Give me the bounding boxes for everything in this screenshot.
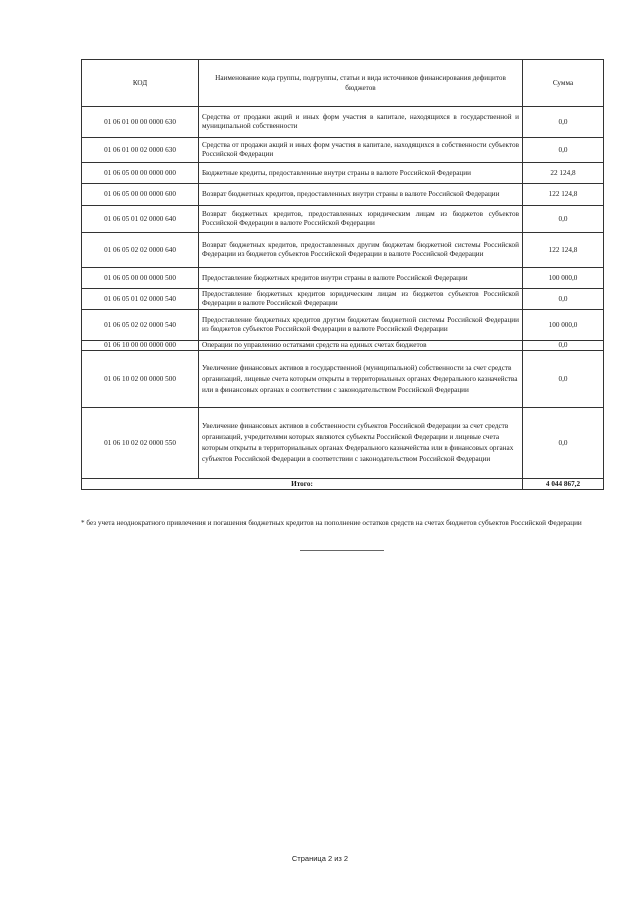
total-label: Итого: bbox=[82, 479, 523, 490]
row-code: 01 06 05 01 02 0000 640 bbox=[82, 206, 199, 233]
page-number: Страница 2 из 2 bbox=[291, 854, 349, 863]
row-name: Возврат бюджетных кредитов, предоставленных юридическим лицам из бюджетов субъектов Российской Федерации в валюте Российской Федерации bbox=[199, 206, 523, 233]
row-sum: 122 124,8 bbox=[523, 184, 604, 206]
row-sum: 0,0 bbox=[523, 341, 604, 351]
row-name: Средства от продажи акций и иных форм участия в капитале, находящихся в государственной и муниципальной собственности bbox=[199, 107, 523, 138]
footnote: * без учета неоднократного привлечения и погашения бюджетных кредитов на пополнение остатков средств на счетах бюджетов субъектов Российской Федерации bbox=[81, 519, 582, 527]
header-code: КОД bbox=[82, 60, 199, 107]
row-code: 01 06 10 02 00 0000 500 bbox=[82, 351, 199, 408]
row-code: 01 06 10 00 00 0000 000 bbox=[82, 341, 199, 351]
row-code: 01 06 10 02 02 0000 550 bbox=[82, 408, 199, 479]
row-name: Предоставление бюджетных кредитов внутри страны в валюте Российской Федерации bbox=[199, 268, 523, 289]
row-code: 01 06 05 00 00 0000 500 bbox=[82, 268, 199, 289]
row-code: 01 06 01 00 00 0000 630 bbox=[82, 107, 199, 138]
row-sum: 0,0 bbox=[523, 138, 604, 163]
row-name: Возврат бюджетных кредитов, предоставленных другим бюджетам бюджетной системы Российской Федерации из бюджетов субъектов Российской Федерации в валюте Российской Федерации bbox=[199, 233, 523, 268]
row-code: 01 06 05 02 02 0000 640 bbox=[82, 233, 199, 268]
row-sum: 22 124,8 bbox=[523, 163, 604, 184]
row-sum: 0,0 bbox=[523, 289, 604, 310]
row-code: 01 06 05 00 00 0000 000 bbox=[82, 163, 199, 184]
header-name: Наименование кода группы, подгруппы, статьи и вида источников финансирования дефицитов бюджетов bbox=[199, 60, 523, 107]
total-row bbox=[82, 479, 604, 490]
table-row bbox=[82, 206, 604, 233]
row-sum: 0,0 bbox=[523, 408, 604, 479]
table-header-row bbox=[82, 60, 604, 107]
divider bbox=[300, 550, 384, 551]
row-name: Увеличение финансовых активов в собственности субъектов Российской Федерации за счет средств организаций, учредителями которых являются субъекты Российской Федерации и лицевые счета которым открыты в территориальных органах Федерального казначейства или в финансовых органах субъектов Российской Федерации в соответствии с законодательством Российской Федерации bbox=[199, 408, 523, 479]
table-row bbox=[82, 233, 604, 268]
row-name: Предоставление бюджетных кредитов другим бюджетам бюджетной системы Российской Федерации из бюджетов субъектов Российской Федерации в валюте Российской Федерации bbox=[199, 310, 523, 341]
header-sum: Сумма bbox=[523, 60, 604, 107]
row-name: Бюджетные кредиты, предоставленные внутри страны в валюте Российской Федерации bbox=[199, 163, 523, 184]
financing-sources-table bbox=[81, 59, 604, 490]
table-row bbox=[82, 184, 604, 206]
row-name: Средства от продажи акций и иных форм участия в капитале, находящихся в собственности субъектов Российской Федерации bbox=[199, 138, 523, 163]
table-row bbox=[82, 351, 604, 408]
table-row bbox=[82, 268, 604, 289]
table-row bbox=[82, 289, 604, 310]
row-sum: 0,0 bbox=[523, 351, 604, 408]
row-code: 01 06 05 01 02 0000 540 bbox=[82, 289, 199, 310]
row-sum: 122 124,8 bbox=[523, 233, 604, 268]
row-sum: 100 000,0 bbox=[523, 268, 604, 289]
row-sum: 100 000,0 bbox=[523, 310, 604, 341]
table-row bbox=[82, 408, 604, 479]
row-code: 01 06 05 00 00 0000 600 bbox=[82, 184, 199, 206]
row-name: Операции по управлению остатками средств на единых счетах бюджетов bbox=[199, 341, 523, 351]
table-row bbox=[82, 341, 604, 351]
row-code: 01 06 05 02 02 0000 540 bbox=[82, 310, 199, 341]
row-sum: 0,0 bbox=[523, 206, 604, 233]
row-name: Возврат бюджетных кредитов, предоставленных внутри страны в валюте Российской Федерации bbox=[199, 184, 523, 206]
total-sum: 4 044 867,2 bbox=[523, 479, 604, 490]
table-row bbox=[82, 138, 604, 163]
table-row bbox=[82, 107, 604, 138]
row-name: Увеличение финансовых активов в государственной (муниципальной) собственности за счет средств организаций, лицевые счета которым открыты в территориальных органах Федерального казначейства или в финансовых органах в соответствии с законодательством Российской Федерации bbox=[199, 351, 523, 408]
table-row bbox=[82, 310, 604, 341]
row-name: Предоставление бюджетных кредитов юридическим лицам из бюджетов субъектов Российской Федерации в валюте Российской Федерации bbox=[199, 289, 523, 310]
row-code: 01 06 01 00 02 0000 630 bbox=[82, 138, 199, 163]
table-row bbox=[82, 163, 604, 184]
row-sum: 0,0 bbox=[523, 107, 604, 138]
